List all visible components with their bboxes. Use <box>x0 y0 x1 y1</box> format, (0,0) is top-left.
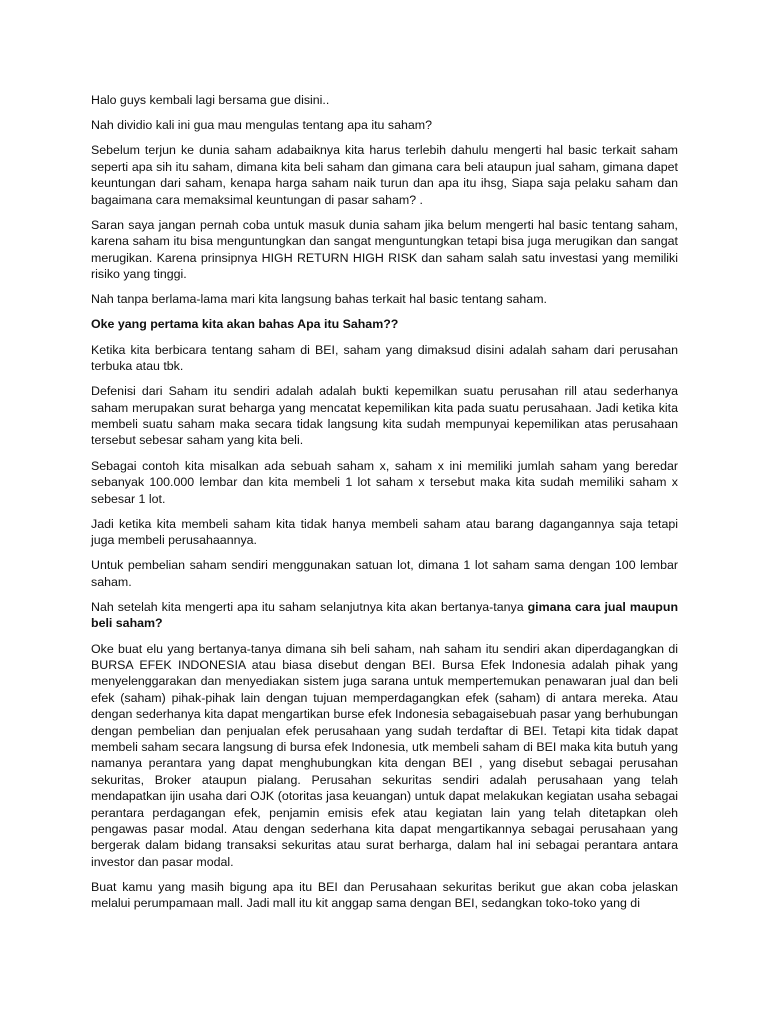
paragraph-mall-analogy: Buat kamu yang masih bigung apa itu BEI dan Perusahaan sekuritas berikut gue akan coba jelaskan melalui perumpamaan mall. Jadi mall itu kit anggap sama dengan BEI, sedangkan toko-toko yang di <box>91 880 678 911</box>
paragraph-advice: Saran saya jangan pernah coba untuk masuk dunia saham jika belum mengerti hal basic tentang saham, karena saham itu bisa menguntungkan dan sangat menguntungkan tetapi bisa juga merugikan dan sangat merugikan. Karena prinsipnya HIGH RETURN HIGH RISK dan saham salah satu investasi yang memiliki risiko yang tinggi. <box>91 217 678 282</box>
paragraph-intro: Nah dividio kali ini gua mau mengulas tentang apa itu saham? <box>91 118 432 133</box>
paragraph-basics: Sebelum terjun ke dunia saham adabaiknya kita harus terlebih dahulu mengerti hal basic terkait saham seperti apa sih itu saham, dimana kita beli saham dan gimana cara beli ataupun jual saham, gimana dapet keuntungan dari saham, kenapa harga saham naik turun dan apa itu ihsg, Siapa saja pelaku saham dan bagaimana cara memaksimal keuntungan di pasar saham? . <box>91 143 678 207</box>
paragraph-buy-sell-question <box>91 599 678 632</box>
paragraph-lot-unit: Untuk pembelian saham sendiri menggunakan satuan lot, dimana 1 lot saham sama dengan 100 lembar saham. <box>91 558 678 589</box>
document-page <box>91 92 678 921</box>
paragraph-example: Sebagai contoh kita misalkan ada sebuah saham x, saham x ini memiliki jumlah saham yang beredar sebanyak 100.000 lembar dan kita membeli 1 lot saham x tersebut maka kita sudah memiliki saham x sebesar 1 lot. <box>91 458 678 506</box>
paragraph-definition: Defenisi dari Saham itu sendiri adalah adalah bukti kepemilkan suatu perusahan rill atau sederhanya saham merupakan surat beharga yang mencatat kepemilikan kita pada suatu perusahaan. Jadi ketika kita membeli suatu saham maka secara tidak langsung kita sudah mempunyai kepemilikan atas perusahaan tersebut sebesar saham yang kita beli. <box>91 384 678 448</box>
paragraph-transition: Nah tanpa berlama-lama mari kita langsung bahas terkait hal basic tentang saham. <box>91 292 547 307</box>
paragraph-buy-sell-bold: gimana cara jual maupun beli saham? <box>91 599 679 631</box>
paragraph-bei-stock: Ketika kita berbicara tentang saham di BEI, saham yang dimaksud disini adalah saham dari perusahan terbuka atau tbk. <box>91 342 678 374</box>
paragraph-bursa-efek: Oke buat elu yang bertanya-tanya dimana sih beli saham, nah saham itu sendiri akan diperdagangkan di BURSA EFEK INDONESIA atau biasa disebut dengan BEI. Bursa Efek Indonesia adalah pihak yang menyelenggarakan dan menyediakan sistem juga sarana untuk mempertemukan penawaran jual dan beli efek (saham) pihak-pihak lain dengan tujuan memperdagangkan efek (saham) di antara mereka. Atau dengan sederhanya kita dapat mengartikan burse efek Indonesia sebagaisebuah pasar yang berhubungan dengan pembelian dan penjualan efek perusahaan yang sudah terdaftar di BEI. Tetapi kita tidak dapat membeli saham secara langsung di bursa efek Indonesia, utk membeli saham di BEI maka kita butuh yang namanya perantara yang dapat menghubungkan kita dengan BEI , yang disebut sebagai perusahan sekuritas, Broker ataupun pialang. Perusahan sekuritas sendiri adalah perusahaan yang telah mendapatkan ijin usaha dari OJK (otoritas jasa keuangan) untuk dapat melakukan kegiatan usaha sebagai perantara perdagangan efek, penjamin emisis efek atau kegiatan lain yang telah ditetapkan oleh pengawas pasar modal. Atau dengan sederhana kita dapat mengartikannya sebagai perusahaan yang bergerak dalam bidang transaksi sekuritas atau surat berharga, dalam hal ini sebagai perantara antara investor dan pasar modal. <box>91 641 678 869</box>
section-heading-what-is-stock: Oke yang pertama kita akan bahas Apa itu Saham?? <box>91 317 399 332</box>
paragraph-ownership: Jadi ketika kita membeli saham kita tidak hanya membeli saham atau barang dagangannya saja tetapi juga membeli perusahaannya. <box>91 516 678 548</box>
paragraph-greeting: Halo guys kembali lagi bersama gue disini.. <box>91 93 330 107</box>
paragraph-buy-sell-plain: Nah setelah kita mengerti apa itu saham selanjutnya kita akan bertanya-tanya <box>91 599 528 614</box>
